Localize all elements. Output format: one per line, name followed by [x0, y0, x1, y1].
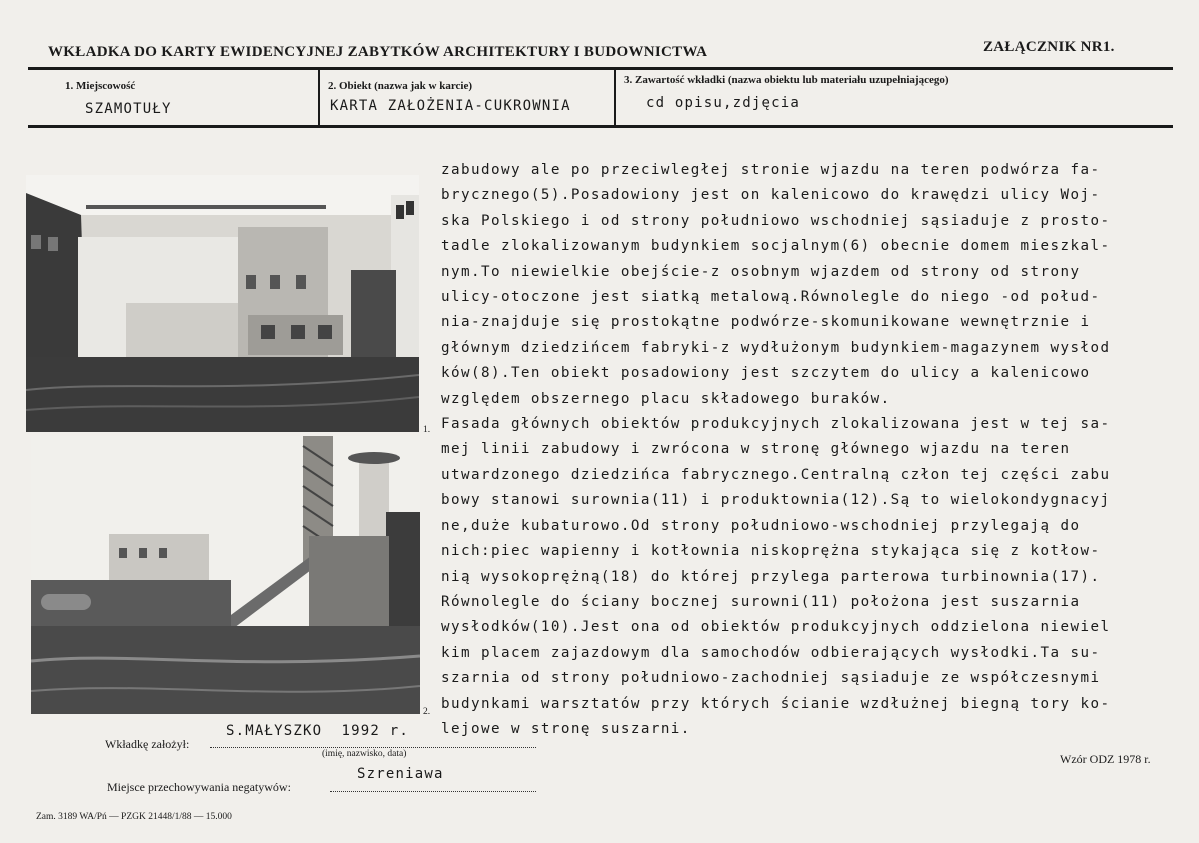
annex-label: ZAŁĄCZNIK NR1.	[983, 39, 1115, 55]
text-line: szarnia od strony południowo-zachodniej sąsiaduje ze współczesnymi	[441, 670, 1101, 687]
object-value: KARTA ZAŁOŻENIA-CUKROWNIA	[330, 98, 571, 114]
text-line: wysłodków(10).Jest ona od obiektów produkcyjnych oddzielona niewiel	[441, 619, 1111, 636]
print-info: Zam. 3189 WA/Pń — PZGK 21448/1/88 — 15.000	[36, 812, 232, 822]
photo-factory-courtyard	[26, 175, 419, 432]
text-line: ska Polskiego i od strony południowo wschodniej sąsiaduje z prosto-	[441, 212, 1111, 229]
author-value: S.MAŁYSZKO 1992 r.	[226, 723, 409, 739]
field-divider-1	[318, 69, 320, 127]
text-line: mej linii zabudowy i zwrócona w stronę głównego wjazdu na teren	[441, 441, 1071, 458]
text-line: Równolegle do ściany bocznej surowni(11) położona jest suszarnia	[441, 593, 1081, 610]
text-line: nich:piec wapienny i kotłownia niskoprężna stykająca się z kotłow-	[441, 543, 1101, 560]
text-line: Fasada głównych obiektów produkcyjnych zlokalizowana jest w tej sa-	[441, 416, 1111, 433]
text-line: nym.To niewielkie obejście-z osobnym wjazdem od strony od strony	[441, 263, 1081, 280]
header-bottom-rule	[28, 125, 1173, 128]
text-line: lejowe w stronę suszarni.	[441, 720, 691, 737]
text-line: bowy stanowi surownia(11) i produktownia(12).Są to wielokondygnacyj	[441, 492, 1111, 509]
contents-value: cd opisu,zdjęcia	[646, 95, 801, 111]
author-label: Wkładkę założył:	[105, 737, 190, 751]
text-line: względem obszernego placu składowego buraków.	[441, 390, 891, 407]
photo-2-number: 2.	[423, 707, 431, 717]
text-line: utwardzonego dziedzińca fabrycznego.Centralną człon tej części zabu	[441, 466, 1111, 483]
negatives-line	[330, 790, 536, 792]
pattern-label: Wzór ODZ 1978 r.	[1060, 752, 1151, 766]
text-line: nią wysokoprężną(18) do której przylega parterowa turbinownia(17).	[441, 568, 1101, 585]
description-text	[441, 158, 1141, 742]
document-title: WKŁADKA DO KARTY EWIDENCYJNEJ ZABYTKÓW ARCHITEKTURY I BUDOWNICTWA	[48, 44, 708, 60]
photo-chimney-silos-image	[31, 436, 420, 714]
locality-label: 1. Miejscowość	[65, 80, 136, 92]
text-line: głównym dziedzińcem fabryki-z wydłużonym budynkiem-magazynem wysłod	[441, 339, 1111, 356]
text-line: budynkami warsztatów przy których ścianie wzdłużnej biegną tory ko-	[441, 695, 1111, 712]
text-line: kim placem zajazdowym dla samochodów odbierających wysłodki.Ta su-	[441, 644, 1101, 661]
header-top-rule	[28, 67, 1173, 70]
text-line: ków(8).Ten obiekt posadowiony jest szczytem do ulicy a kalenicowo	[441, 365, 1091, 382]
photo-1-number: 1.	[423, 425, 431, 435]
negatives-label: Miejsce przechowywania negatywów:	[107, 780, 291, 794]
text-line: ulicy-otoczone jest siatką metalową.Równolegle do niego -od połud-	[441, 289, 1101, 306]
object-label: 2. Obiekt (nazwa jak w karcie)	[328, 80, 473, 92]
author-line	[210, 746, 536, 748]
locality-value: SZAMOTUŁY	[85, 101, 172, 117]
text-line: ne,duże kubaturowo.Od strony południowo-wschodniej przylegają do	[441, 517, 1081, 534]
contents-label: 3. Zawartość wkładki (nazwa obiektu lub materiału uzupełniającego)	[624, 74, 949, 86]
text-line: zabudowy ale po przeciwległej stronie wjazdu na teren podwórza fa-	[441, 162, 1101, 178]
field-divider-2	[614, 69, 616, 127]
photo-factory-courtyard-image	[26, 175, 419, 432]
author-hint: (imię, nazwisko, data)	[322, 749, 407, 759]
photo-chimney-silos	[31, 436, 420, 714]
text-line: brycznego(5).Posadowiony jest on kalenicowo do krawędzi ulicy Woj-	[441, 187, 1101, 204]
negatives-value: Szreniawa	[357, 766, 444, 782]
text-line: nia-znajduje się prostokątne podwórze-skomunikowane wewnętrznie i	[441, 314, 1091, 331]
text-line: tadle zlokalizowanym budynkiem socjalnym(6) obecnie domem mieszkal-	[441, 238, 1111, 255]
